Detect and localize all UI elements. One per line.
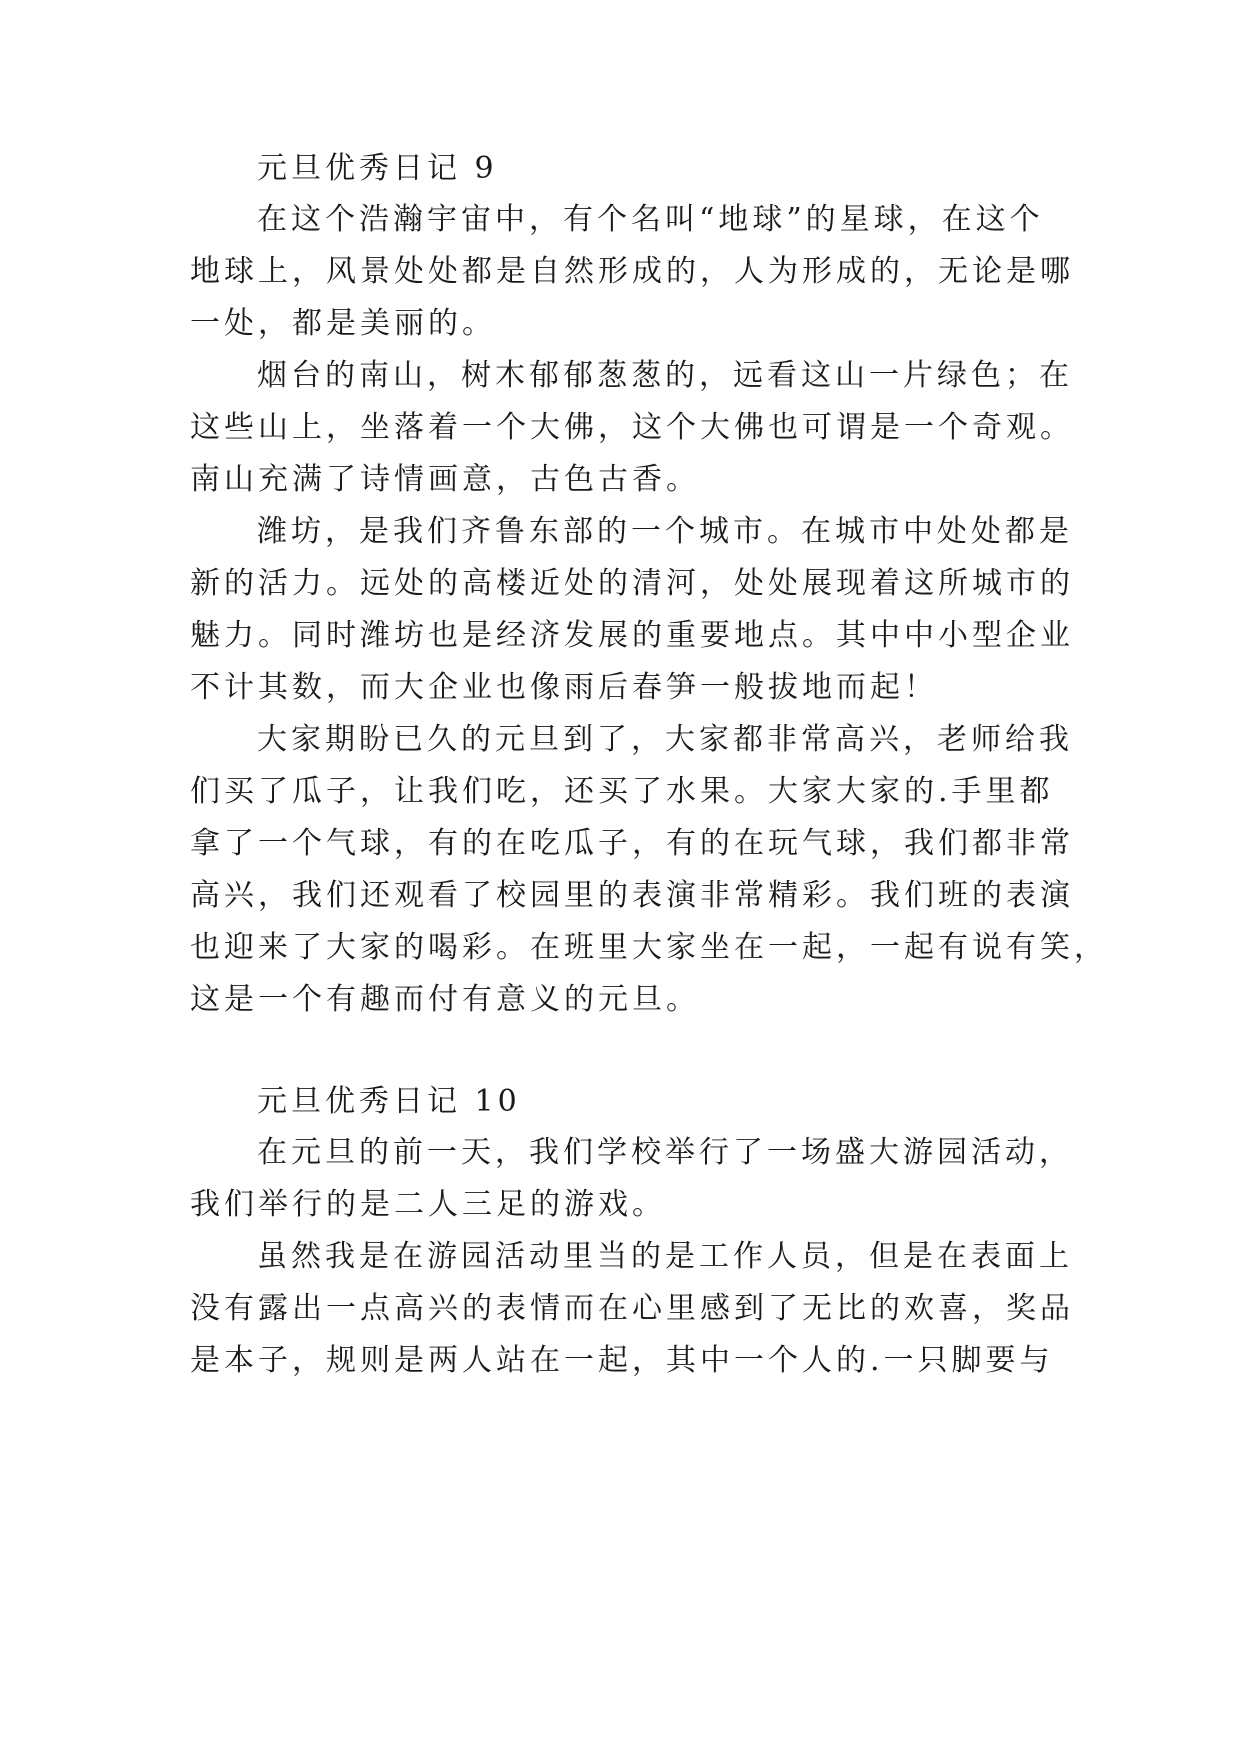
paragraph-line: 这是一个有趣而付有意义的元旦。	[190, 982, 700, 1017]
paragraph-line: 地球上，风景处处都是自然形成的，人为形成的，无论是哪	[190, 254, 1074, 289]
section-title-10: 元旦优秀日记 10	[257, 1084, 521, 1119]
paragraph-line: 一处，都是美丽的。	[190, 306, 496, 341]
paragraph-line: 潍坊，是我们齐鲁东部的一个城市。在城市中处处都是	[257, 514, 1073, 549]
section-title-9: 元旦优秀日记 9	[257, 151, 498, 186]
paragraph-line: 新的活力。远处的高楼近处的清河，处处展现着这所城市的	[190, 566, 1074, 601]
paragraph-line: 虽然我是在游园活动里当的是工作人员，但是在表面上	[257, 1239, 1073, 1274]
paragraph-line: 大家期盼已久的元旦到了，大家都非常高兴，老师给我	[257, 722, 1073, 757]
paragraph-line: 南山充满了诗情画意，古色古香。	[190, 462, 700, 497]
paragraph-line: 不计其数，而大企业也像雨后春笋一般拔地而起！	[190, 670, 938, 705]
paragraph-line: 们买了瓜子，让我们吃，还买了水果。大家大家的.手里都	[190, 774, 1054, 809]
paragraph-line: 高兴，我们还观看了校园里的表演非常精彩。我们班的表演	[190, 878, 1074, 913]
paragraph-line: 这些山上，坐落着一个大佛，这个大佛也可谓是一个奇观。	[190, 410, 1074, 445]
paragraph-line: 烟台的南山，树木郁郁葱葱的，远看这山一片绿色；在	[257, 358, 1073, 393]
paragraph-line: 拿了一个气球，有的在吃瓜子，有的在玩气球，我们都非常	[190, 826, 1074, 861]
paragraph-line: 魅力。同时潍坊也是经济发展的重要地点。其中中小型企业	[190, 618, 1074, 653]
paragraph-line: 也迎来了大家的喝彩。在班里大家坐在一起，一起有说有笑，	[190, 930, 1108, 965]
paragraph-line: 没有露出一点高兴的表情而在心里感到了无比的欢喜，奖品	[190, 1291, 1074, 1326]
paragraph-line: 是本子，规则是两人站在一起，其中一个人的.一只脚要与	[190, 1343, 1054, 1378]
paragraph-line: 在这个浩瀚宇宙中，有个名叫“地球”的星球，在这个	[257, 202, 1044, 237]
paragraph-line: 在元旦的前一天，我们学校举行了一场盛大游园活动，	[257, 1135, 1073, 1170]
paragraph-line: 我们举行的是二人三足的游戏。	[190, 1187, 666, 1222]
